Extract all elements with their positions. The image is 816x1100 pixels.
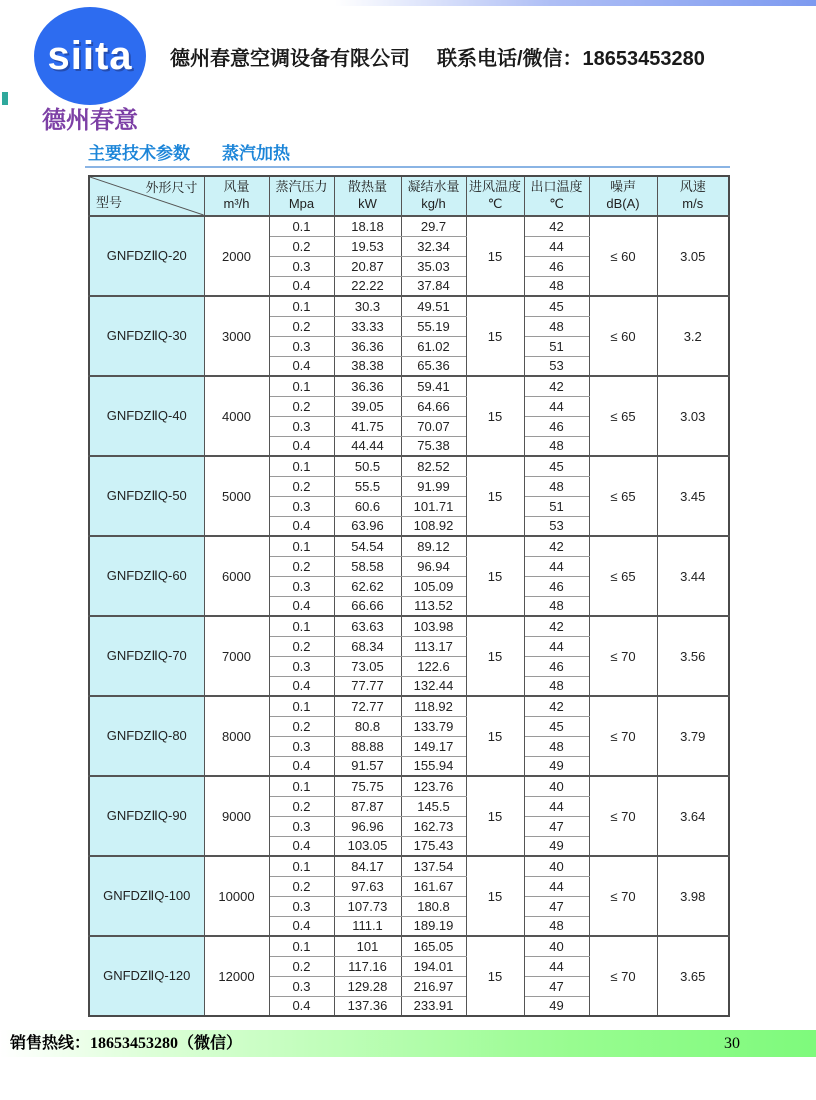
cell-speed: 3.79 [657,696,729,776]
cell-pressure: 0.1 [269,936,334,956]
logo-subtext: 德州春意 [42,107,138,134]
cell-airflow: 5000 [204,456,269,536]
cell-inlet-temp: 15 [466,216,524,296]
cell-condensate: 132.44 [401,676,466,696]
cell-inlet-temp: 15 [466,536,524,616]
cell-condensate: 113.17 [401,636,466,656]
cell-speed: 3.64 [657,776,729,856]
cell-outlet-temp: 46 [524,576,589,596]
cell-condensate: 149.17 [401,736,466,756]
cell-condensate: 32.34 [401,236,466,256]
col-label: 风量 [223,179,250,195]
cell-outlet-temp: 42 [524,216,589,236]
cell-heat-output: 54.54 [334,536,401,556]
cell-condensate: 118.92 [401,696,466,716]
cell-pressure: 0.1 [269,776,334,796]
col-label: 噪声 [609,179,636,195]
col-header-speed [657,176,729,216]
top-gradient-bar [335,0,816,6]
cell-inlet-temp: 15 [466,856,524,936]
col-unit: Mpa [288,196,315,211]
col-label: 出口温度 [530,179,583,195]
cell-heat-output: 39.05 [334,396,401,416]
cell-outlet-temp: 42 [524,696,589,716]
cell-model: GNFDZⅡQ-80 [89,696,204,776]
cell-pressure: 0.2 [269,636,334,656]
cell-noise: ≤ 70 [589,696,657,776]
col-unit: m³/h [223,196,250,211]
cell-heat-output: 36.36 [334,376,401,396]
cell-heat-output: 84.17 [334,856,401,876]
cell-heat-output: 75.75 [334,776,401,796]
spec-table [88,175,730,1017]
cell-outlet-temp: 48 [524,476,589,496]
cell-airflow: 3000 [204,296,269,376]
cell-inlet-temp: 15 [466,296,524,376]
cell-condensate: 137.54 [401,856,466,876]
cell-pressure: 0.2 [269,316,334,336]
cell-heat-output: 41.75 [334,416,401,436]
cell-heat-output: 97.63 [334,876,401,896]
cell-heat-output: 62.62 [334,576,401,596]
cell-condensate: 65.36 [401,356,466,376]
cell-inlet-temp: 15 [466,696,524,776]
logo-text: siita [47,33,133,78]
cell-outlet-temp: 48 [524,436,589,456]
section-title [88,139,290,164]
cell-airflow: 4000 [204,376,269,456]
col-label: 散热量 [347,179,387,195]
cell-heat-output: 103.05 [334,836,401,856]
table-row [89,216,729,236]
cell-pressure: 0.4 [269,916,334,936]
cell-heat-output: 87.87 [334,796,401,816]
cell-heat-output: 111.1 [334,916,401,936]
cell-condensate: 165.05 [401,936,466,956]
cell-pressure: 0.3 [269,576,334,596]
cell-condensate: 89.12 [401,536,466,556]
cell-pressure: 0.4 [269,836,334,856]
cell-pressure: 0.4 [269,596,334,616]
cell-pressure: 0.1 [269,296,334,316]
cell-outlet-temp: 46 [524,416,589,436]
cell-heat-output: 33.33 [334,316,401,336]
table-row [89,376,729,396]
cell-pressure: 0.3 [269,816,334,836]
cell-outlet-temp: 51 [524,336,589,356]
cell-pressure: 0.2 [269,476,334,496]
corner-label-model: 型号 [96,195,123,211]
company-logo [34,7,146,105]
cell-heat-output: 22.22 [334,276,401,296]
cell-model: GNFDZⅡQ-30 [89,296,204,376]
cell-outlet-temp: 53 [524,516,589,536]
cell-inlet-temp: 15 [466,936,524,1016]
cell-heat-output: 117.16 [334,956,401,976]
col-label: 进风温度 [468,179,521,195]
table-row [89,856,729,876]
cell-outlet-temp: 44 [524,796,589,816]
cell-pressure: 0.1 [269,376,334,396]
cell-outlet-temp: 42 [524,376,589,396]
cell-heat-output: 36.36 [334,336,401,356]
table-row [89,536,729,556]
cell-noise: ≤ 65 [589,456,657,536]
cell-condensate: 162.73 [401,816,466,836]
cell-noise: ≤ 70 [589,856,657,936]
table-row [89,296,729,316]
cell-condensate: 61.02 [401,336,466,356]
cell-condensate: 59.41 [401,376,466,396]
cell-speed: 3.98 [657,856,729,936]
col-unit: m/s [682,196,704,211]
cell-condensate: 113.52 [401,596,466,616]
cell-outlet-temp: 45 [524,456,589,476]
cell-heat-output: 20.87 [334,256,401,276]
cell-speed: 3.05 [657,216,729,296]
cell-outlet-temp: 46 [524,256,589,276]
cell-outlet-temp: 47 [524,976,589,996]
cell-heat-output: 63.96 [334,516,401,536]
cell-outlet-temp: 47 [524,816,589,836]
cell-inlet-temp: 15 [466,616,524,696]
cell-heat-output: 96.96 [334,816,401,836]
cell-condensate: 70.07 [401,416,466,436]
cell-condensate: 49.51 [401,296,466,316]
cell-pressure: 0.3 [269,656,334,676]
cell-outlet-temp: 40 [524,856,589,876]
col-header-pressure [269,176,334,216]
cell-heat-output: 60.6 [334,496,401,516]
cell-outlet-temp: 44 [524,956,589,976]
cell-speed: 3.03 [657,376,729,456]
cell-outlet-temp: 48 [524,736,589,756]
company-name: 德州春意空调设备有限公司 [170,48,410,70]
cell-pressure: 0.1 [269,616,334,636]
cell-airflow: 12000 [204,936,269,1016]
cell-heat-output: 80.8 [334,716,401,736]
section-title-main: 主要技术参数 [88,144,190,163]
logo-teal-mark [2,92,8,105]
cell-heat-output: 91.57 [334,756,401,776]
cell-noise: ≤ 65 [589,376,657,456]
cell-model: GNFDZⅡQ-60 [89,536,204,616]
col-label: 凝结水量 [407,179,460,195]
col-header-outlet-temp [524,176,589,216]
cell-condensate: 82.52 [401,456,466,476]
cell-heat-output: 77.77 [334,676,401,696]
cell-inlet-temp: 15 [466,776,524,856]
cell-condensate: 189.19 [401,916,466,936]
corner-header-cell [89,176,204,216]
cell-outlet-temp: 49 [524,756,589,776]
cell-condensate: 37.84 [401,276,466,296]
cell-condensate: 123.76 [401,776,466,796]
cell-pressure: 0.2 [269,236,334,256]
cell-outlet-temp: 45 [524,716,589,736]
cell-heat-output: 107.73 [334,896,401,916]
col-unit: kW [358,196,377,211]
cell-airflow: 10000 [204,856,269,936]
cell-heat-output: 137.36 [334,996,401,1016]
cell-speed: 3.65 [657,936,729,1016]
cell-heat-output: 68.34 [334,636,401,656]
cell-model: GNFDZⅡQ-20 [89,216,204,296]
cell-pressure: 0.2 [269,716,334,736]
cell-condensate: 155.94 [401,756,466,776]
contact-phone: 联系电话/微信：18653453280 [437,48,705,70]
cell-condensate: 105.09 [401,576,466,596]
col-unit: ℃ [487,196,503,211]
cell-heat-output: 58.58 [334,556,401,576]
cell-inlet-temp: 15 [466,456,524,536]
cell-condensate: 29.7 [401,216,466,236]
cell-pressure: 0.4 [269,996,334,1016]
col-label: 蒸汽压力 [275,179,328,195]
cell-outlet-temp: 53 [524,356,589,376]
cell-heat-output: 63.63 [334,616,401,636]
col-header-inlet-temp [466,176,524,216]
cell-pressure: 0.3 [269,976,334,996]
cell-model: GNFDZⅡQ-90 [89,776,204,856]
col-header-heat-output [334,176,401,216]
col-header-noise [589,176,657,216]
cell-noise: ≤ 70 [589,776,657,856]
table-row [89,776,729,796]
cell-outlet-temp: 48 [524,596,589,616]
cell-noise: ≤ 60 [589,216,657,296]
cell-outlet-temp: 48 [524,276,589,296]
cell-outlet-temp: 40 [524,776,589,796]
table-row [89,696,729,716]
cell-model: GNFDZⅡQ-40 [89,376,204,456]
cell-outlet-temp: 48 [524,676,589,696]
cell-condensate: 133.79 [401,716,466,736]
cell-condensate: 108.92 [401,516,466,536]
cell-condensate: 55.19 [401,316,466,336]
cell-pressure: 0.1 [269,696,334,716]
cell-outlet-temp: 51 [524,496,589,516]
col-unit: dB(A) [606,196,640,211]
cell-outlet-temp: 42 [524,616,589,636]
cell-heat-output: 30.3 [334,296,401,316]
cell-airflow: 8000 [204,696,269,776]
cell-condensate: 175.43 [401,836,466,856]
col-unit: kg/h [421,196,446,211]
cell-outlet-temp: 42 [524,536,589,556]
cell-airflow: 7000 [204,616,269,696]
table-row [89,616,729,636]
cell-outlet-temp: 49 [524,836,589,856]
cell-pressure: 0.3 [269,896,334,916]
cell-condensate: 180.8 [401,896,466,916]
cell-outlet-temp: 40 [524,936,589,956]
cell-pressure: 0.2 [269,796,334,816]
cell-model: GNFDZⅡQ-120 [89,936,204,1016]
cell-pressure: 0.2 [269,396,334,416]
cell-outlet-temp: 49 [524,996,589,1016]
cell-condensate: 96.94 [401,556,466,576]
cell-heat-output: 18.18 [334,216,401,236]
col-label: 风速 [679,179,706,195]
table-row [89,456,729,476]
cell-noise: ≤ 65 [589,536,657,616]
cell-outlet-temp: 44 [524,876,589,896]
spec-table-body [89,216,729,1016]
cell-condensate: 35.03 [401,256,466,276]
cell-heat-output: 19.53 [334,236,401,256]
cell-outlet-temp: 44 [524,396,589,416]
cell-condensate: 122.6 [401,656,466,676]
cell-noise: ≤ 60 [589,296,657,376]
cell-pressure: 0.1 [269,216,334,236]
cell-condensate: 91.99 [401,476,466,496]
cell-condensate: 216.97 [401,976,466,996]
cell-model: GNFDZⅡQ-50 [89,456,204,536]
cell-outlet-temp: 47 [524,896,589,916]
cell-heat-output: 44.44 [334,436,401,456]
cell-pressure: 0.1 [269,456,334,476]
corner-label-dimensions: 外形尺寸 [145,180,198,195]
col-header-airflow [204,176,269,216]
cell-pressure: 0.1 [269,536,334,556]
cell-airflow: 2000 [204,216,269,296]
cell-condensate: 75.38 [401,436,466,456]
cell-outlet-temp: 48 [524,916,589,936]
cell-pressure: 0.4 [269,676,334,696]
cell-pressure: 0.2 [269,556,334,576]
page-number: 30 [724,1035,740,1052]
cell-condensate: 233.91 [401,996,466,1016]
cell-condensate: 145.5 [401,796,466,816]
cell-condensate: 103.98 [401,616,466,636]
cell-inlet-temp: 15 [466,376,524,456]
cell-heat-output: 55.5 [334,476,401,496]
cell-outlet-temp: 48 [524,316,589,336]
cell-heat-output: 73.05 [334,656,401,676]
cell-speed: 3.44 [657,536,729,616]
cell-heat-output: 72.77 [334,696,401,716]
cell-pressure: 0.3 [269,336,334,356]
cell-model: GNFDZⅡQ-100 [89,856,204,936]
col-header-condensate [401,176,466,216]
cell-outlet-temp: 44 [524,636,589,656]
cell-speed: 3.2 [657,296,729,376]
cell-condensate: 101.71 [401,496,466,516]
cell-pressure: 0.2 [269,956,334,976]
cell-pressure: 0.3 [269,736,334,756]
cell-outlet-temp: 46 [524,656,589,676]
cell-pressure: 0.4 [269,276,334,296]
cell-pressure: 0.4 [269,756,334,776]
sales-hotline: 销售热线：18653453280（微信） [10,1035,243,1052]
cell-pressure: 0.1 [269,856,334,876]
cell-heat-output: 101 [334,936,401,956]
cell-condensate: 64.66 [401,396,466,416]
cell-heat-output: 88.88 [334,736,401,756]
cell-pressure: 0.4 [269,356,334,376]
cell-pressure: 0.3 [269,496,334,516]
cell-noise: ≤ 70 [589,616,657,696]
cell-pressure: 0.2 [269,876,334,896]
cell-speed: 3.45 [657,456,729,536]
cell-heat-output: 50.5 [334,456,401,476]
header-row [89,176,729,216]
col-unit: ℃ [549,196,564,211]
cell-outlet-temp: 44 [524,556,589,576]
cell-outlet-temp: 44 [524,236,589,256]
cell-airflow: 9000 [204,776,269,856]
cell-speed: 3.56 [657,616,729,696]
cell-outlet-temp: 45 [524,296,589,316]
section-title-sub: 蒸汽加热 [222,144,290,163]
cell-noise: ≤ 70 [589,936,657,1016]
cell-heat-output: 129.28 [334,976,401,996]
cell-pressure: 0.3 [269,416,334,436]
cell-pressure: 0.4 [269,516,334,536]
cell-heat-output: 66.66 [334,596,401,616]
cell-model: GNFDZⅡQ-70 [89,616,204,696]
cell-condensate: 161.67 [401,876,466,896]
cell-heat-output: 38.38 [334,356,401,376]
table-row [89,936,729,956]
cell-pressure: 0.4 [269,436,334,456]
cell-condensate: 194.01 [401,956,466,976]
cell-pressure: 0.3 [269,256,334,276]
title-underline [85,166,730,168]
cell-airflow: 6000 [204,536,269,616]
